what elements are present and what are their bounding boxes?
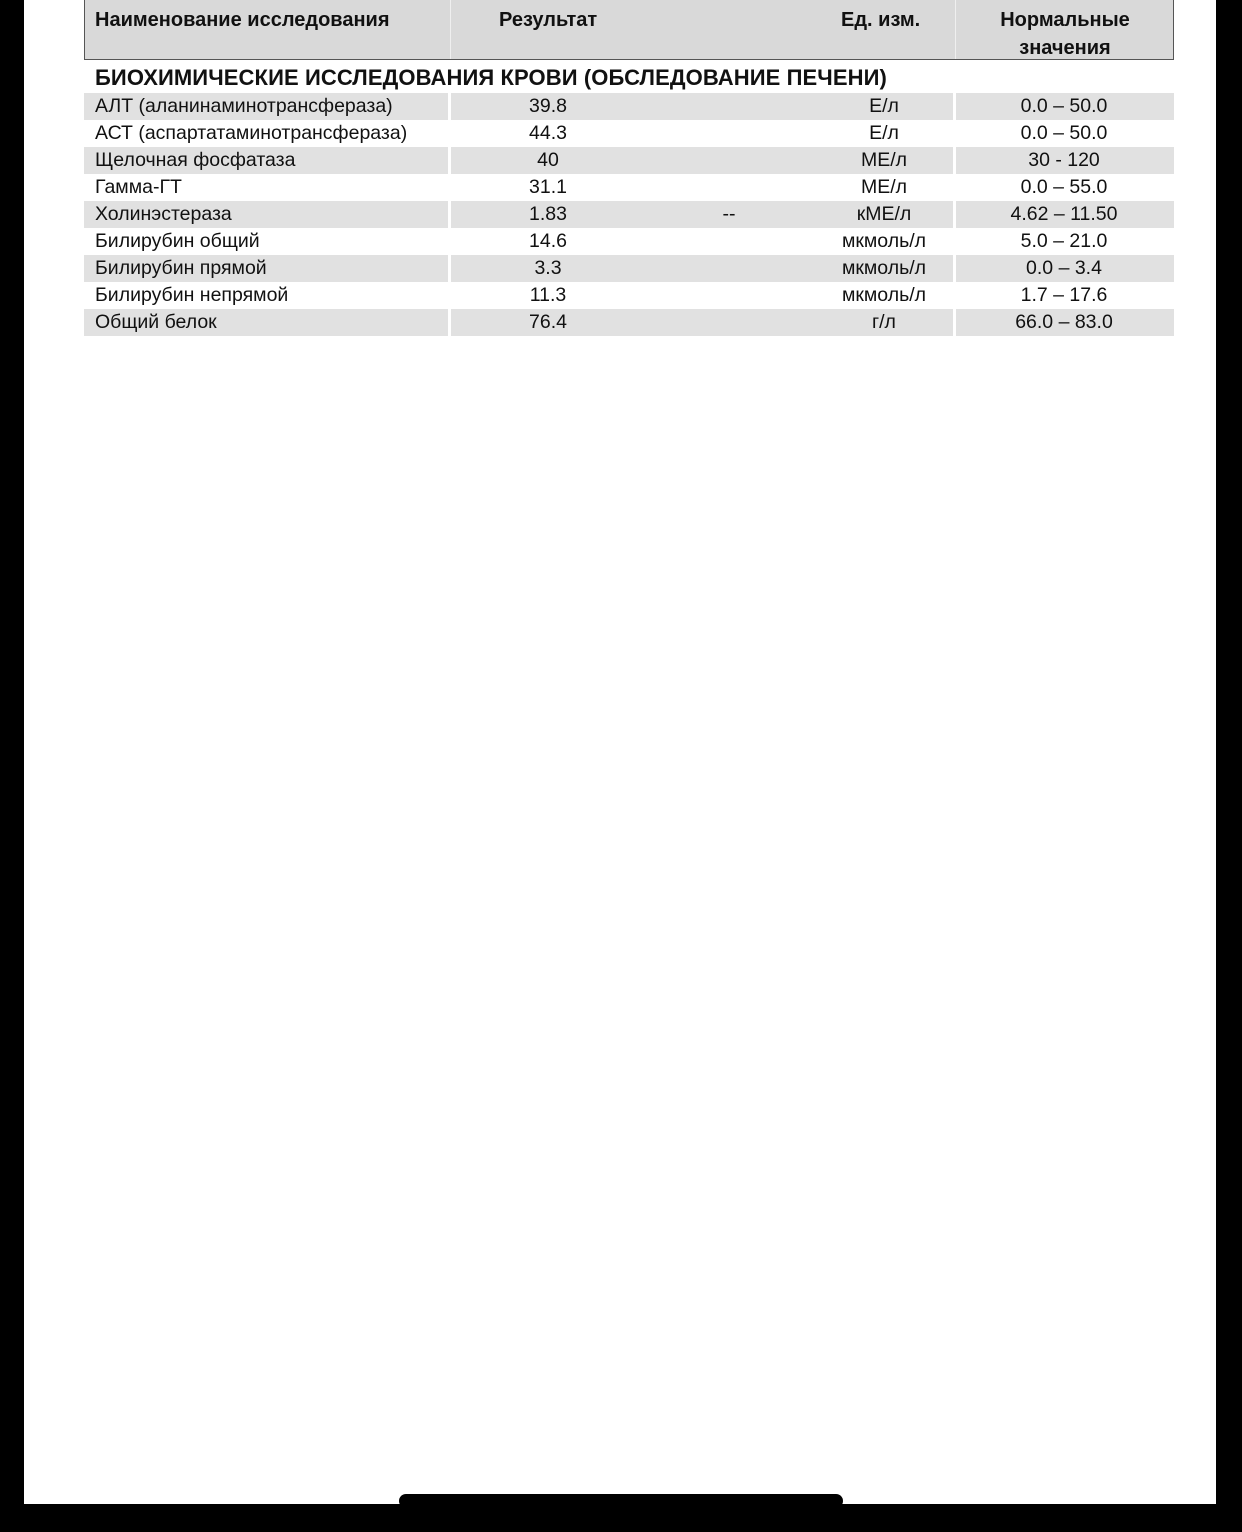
test-name: Гамма-ГТ	[95, 176, 182, 198]
table-row	[84, 309, 1174, 336]
test-norm: 0.0 – 50.0	[1020, 95, 1108, 117]
header-norm-line1: Нормальные	[1000, 9, 1130, 31]
test-unit: мкмоль/л	[841, 284, 927, 306]
test-norm: 30 - 120	[1028, 149, 1100, 171]
test-name: Билирубин общий	[95, 230, 260, 252]
test-unit: МЕ/л	[860, 176, 908, 198]
table-row	[84, 255, 1174, 282]
header-norm-line2: значения	[1019, 37, 1111, 59]
test-name: АЛТ (аланинаминотрансфераза)	[95, 95, 393, 117]
test-norm: 0.0 – 3.4	[1026, 257, 1102, 279]
header-name: Наименование исследования	[95, 9, 390, 31]
header-norm	[955, 6, 1175, 62]
table-row	[84, 93, 1174, 120]
test-norm: 1.7 – 17.6	[1020, 284, 1108, 306]
test-unit: Е/л	[869, 122, 899, 144]
test-result: 31.1	[529, 176, 567, 198]
test-name: Холинэстераза	[95, 203, 232, 225]
test-result: 11.3	[529, 284, 567, 306]
table-row	[84, 174, 1174, 201]
test-unit: кМЕ/л	[856, 203, 912, 225]
test-result: 39.8	[529, 95, 567, 117]
header-unit: Ед. изм.	[841, 9, 921, 31]
test-norm: 0.0 – 55.0	[1020, 176, 1108, 198]
table-row	[84, 147, 1174, 174]
test-name: Щелочная фосфатаза	[95, 149, 296, 171]
home-indicator-bar[interactable]	[399, 1494, 843, 1508]
test-result: 3.3	[534, 257, 562, 279]
test-unit: г/л	[872, 311, 896, 333]
section-title: БИОХИМИЧЕСКИЕ ИССЛЕДОВАНИЯ КРОВИ (ОБСЛЕДОВАНИЕ ПЕЧЕНИ)	[95, 65, 887, 90]
test-unit: мкмоль/л	[841, 230, 927, 252]
test-norm: 0.0 – 50.0	[1020, 122, 1108, 144]
test-norm: 4.62 – 11.50	[1010, 203, 1118, 225]
test-name: Общий белок	[95, 311, 217, 333]
table-row	[84, 228, 1174, 255]
header-divider	[450, 0, 451, 59]
table-row	[84, 201, 1174, 228]
test-result: 14.6	[529, 230, 567, 252]
table-header	[84, 0, 1174, 60]
test-result: 76.4	[529, 311, 567, 333]
document-page	[24, 0, 1216, 1504]
test-flag: --	[722, 203, 736, 225]
table-body	[84, 93, 1174, 336]
test-result: 44.3	[529, 122, 567, 144]
test-norm: 66.0 – 83.0	[1015, 311, 1113, 333]
test-result: 1.83	[529, 203, 567, 225]
test-name: Билирубин непрямой	[95, 284, 289, 306]
test-unit: мкмоль/л	[841, 257, 927, 279]
lab-results-table	[84, 0, 1174, 336]
test-result: 40	[537, 149, 559, 171]
test-name: АСТ (аспартатаминотрансфераза)	[95, 122, 408, 144]
header-result: Результат	[499, 9, 598, 31]
table-row	[84, 120, 1174, 147]
test-name: Билирубин прямой	[95, 257, 267, 279]
table-row	[84, 282, 1174, 309]
test-unit: Е/л	[869, 95, 899, 117]
test-norm: 5.0 – 21.0	[1020, 230, 1108, 252]
test-unit: МЕ/л	[860, 149, 908, 171]
